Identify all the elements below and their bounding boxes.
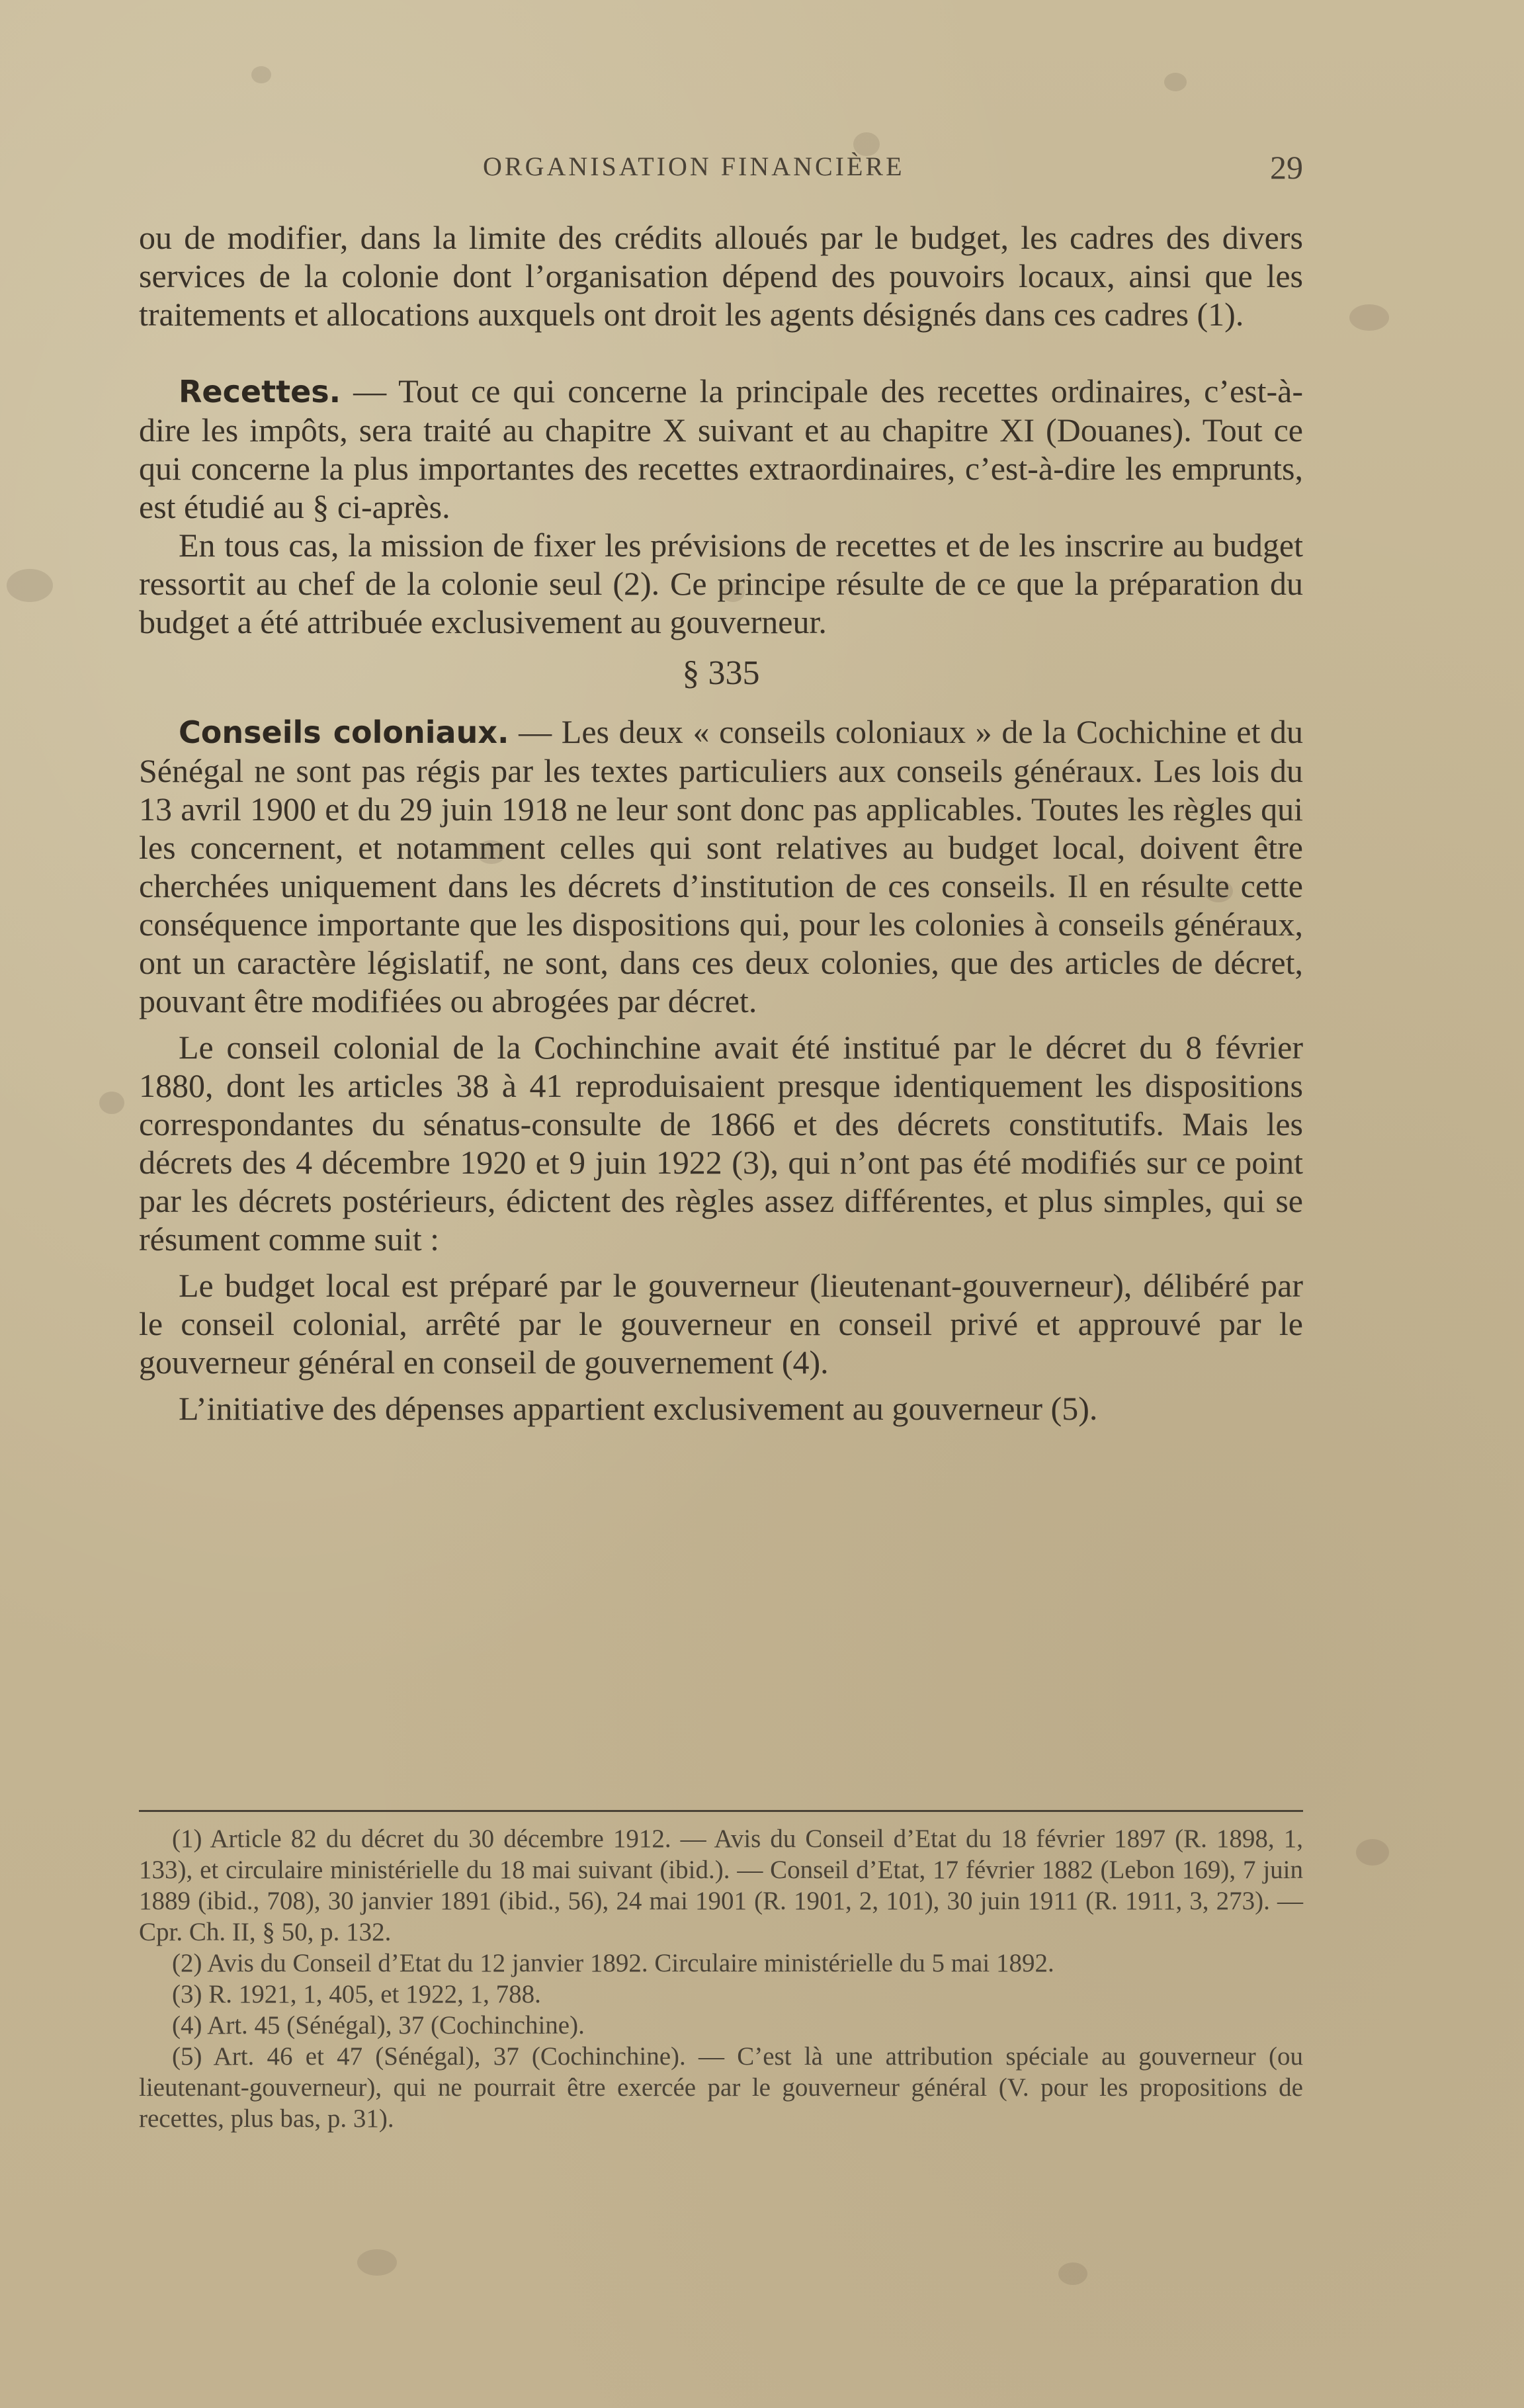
paper-speck — [1058, 2262, 1087, 2285]
footnote-3: (3) R. 1921, 1, 405, et 1922, 1, 788. — [172, 1980, 541, 2008]
paragraph-3: En tous cas, la mission de fixer les prévisions de recettes et de les inscrire au budget ressortit au chef de la colonie seul (2). Ce principe résulte de ce que la préparation du budget a été attribuée exclusivement au gouverneur. — [139, 527, 1303, 640]
footnotes — [139, 1823, 1303, 2134]
paper-speck — [7, 569, 53, 602]
recettes-heading: Recettes. — [179, 374, 341, 409]
page-header — [139, 151, 1303, 191]
paragraph-recettes — [139, 372, 1303, 526]
running-head: ORGANISATION FINANCIÈRE — [483, 151, 905, 181]
footnote-5: (5) Art. 46 et 47 (Sénégal), 37 (Cochinchine). — C’est là une attribution spéciale au gouverneur (ou lieutenant-gouverneur), qui ne pourrait être exercée par le gouverneur général (V. pour les propositions de recettes, plus bas, p. 31). — [139, 2042, 1303, 2133]
paragraph-gap — [139, 333, 1303, 372]
footnote-4: (4) Art. 45 (Sénégal), 37 (Cochinchine). — [172, 2011, 585, 2040]
paragraph-5: Le conseil colonial de la Cochinchine avait été institué par le décret du 8 février 1880, dont les articles 38 à 41 reproduisaient presque identiquement les dispositions correspondantes du sénatus-consulte de 1866 et des décrets constitutifs. Mais les décrets des 4 décembre 1920 et 9 juin 1922 (3), qui n’ont pas été modifiés sur ce point par les décrets postérieurs, édictent des règles assez différentes, et plus simples, qui se résument comme suit : — [139, 1029, 1303, 1258]
paragraph-gap — [139, 1258, 1303, 1266]
footnote-2: (2) Avis du Conseil d’Etat du 12 janvier 1892. Circulaire ministérielle du 5 mai 1892. — [172, 1949, 1054, 1977]
paper-speck — [251, 66, 271, 83]
paragraph-gap — [139, 1020, 1303, 1028]
conseils-heading: Conseils coloniaux. — [179, 714, 509, 750]
section-number: § 335 — [682, 654, 760, 692]
paper-speck — [357, 2249, 397, 2276]
paper-speck — [1164, 73, 1187, 91]
paragraph-6: Le budget local est préparé par le gouverneur (lieutenant-gouverneur), délibéré par le conseil colonial, arrêté par le gouverneur en conseil privé et approuvé par le gouverneur général en conseil de gouvernement (4). — [139, 1267, 1303, 1381]
recettes-text: — Tout ce qui concerne la principale des recettes ordinaires, c’est-à-dire les impôts, sera traité au chapitre X suivant et au chapitre XI (Douanes). Tout ce qui concerne la plus importantes des recettes extraordinaires, c’est-à-dire les emprunts, est étudié au § ci-après. — [139, 372, 1303, 525]
main-text — [139, 218, 1303, 1428]
footnote-rule — [139, 1810, 1303, 1812]
footnote-1: (1) Article 82 du décret du 30 décembre 1912. — Avis du Conseil d’Etat du 18 février 1897 (R. 1898, 1, 133), et circulaire ministérielle du 18 mai suivant (ibid.). — Conseil d’Etat, 17 février 1882 (Lebon 169), 7 juin 1889 (ibid., 708), 30 janvier 1891 (ibid., 56), 24 mai 1901 (R. 1901, 2, 101), 30 juin 1911 (R. 1911, 3, 273). — Cpr. Ch. II, § 50, p. 132. — [139, 1825, 1303, 1946]
paper-speck — [99, 1092, 124, 1114]
paragraph-conseils — [139, 712, 1303, 1020]
paper-speck — [1349, 304, 1389, 331]
page-number: 29 — [1270, 149, 1303, 186]
paragraph-1: ou de modifier, dans la limite des crédits alloués par le budget, les cadres des divers services de la colonie dont l’organisation dépend des pouvoirs locaux, ainsi que les traitements et allocations auxquels ont droit les agents désignés dans ces cadres (1). — [139, 219, 1303, 333]
conseils-text: — Les deux « conseils coloniaux » de la Cochichine et du Sénégal ne sont pas régis par les textes particuliers aux conseils généraux. Les lois du 13 avril 1900 et du 29 juin 1918 ne leur sont donc pas applicables. Toutes les règles qui les concernent, et notamment celles qui sont relatives au budget local, doivent être cherchées uniquement dans les décrets d’institution de ces conseils. Il en résulte cette conséquence importante que les dispositions qui, pour les colonies à conseils généraux, ont un caractère législatif, ne sont, dans ces deux colonies, que des articles de décret, pouvant être modifiées ou abrogées par décret. — [139, 713, 1303, 1019]
paragraph-gap — [139, 1381, 1303, 1389]
paragraph-7: L’initiative des dépenses appartient exclusivement au gouverneur (5). — [179, 1390, 1098, 1427]
paper-speck — [1356, 1839, 1389, 1866]
